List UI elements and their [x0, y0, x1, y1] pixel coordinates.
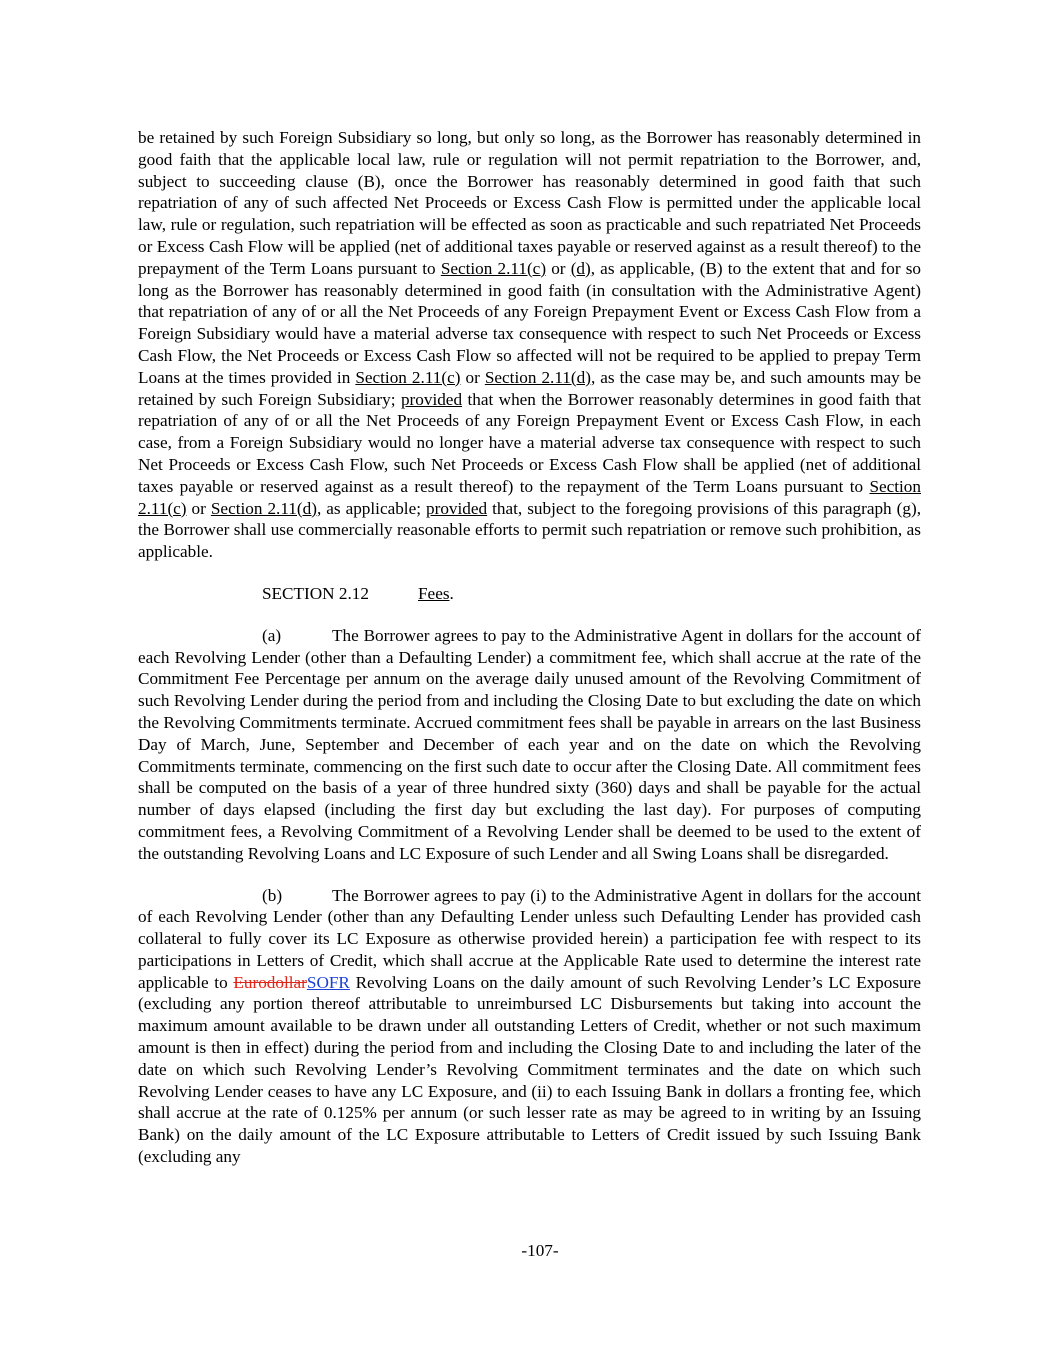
paragraph-text: or [186, 498, 211, 518]
defined-term-provided: provided [400, 389, 463, 409]
cross-reference: Section 2.11(d) [210, 498, 317, 518]
paragraph-text: Revolving Loans on the daily amount of such Revolving Lender’s LC Exposure (excluding any portion thereof attributable to unreimbursed LC Disbursements but taking into account the maximum amount available to be drawn under all outstanding Letters of Credit, whether or not such maximum amount is then in effect) during the period from and including the Closing Date to and including the later of the date on which such Revolving Lender’s Revolving Commitment terminates and the date on which such Revolving Lender ceases to have any LC Exposure, and (ii) to each Issuing Bank in dollars a fronting fee, which shall accrue at the rate of 0.125% per annum (or such lesser rate as may be agreed to in writing by an Issuing Bank) on the daily amount of the LC Exposure attributable to Letters of Credit issued by such Issuing Bank (excluding any [138, 972, 921, 1167]
inserted-text-redline: SOFR [306, 972, 350, 992]
section-title: Fees [418, 583, 450, 603]
paragraph-text: The Borrower agrees to pay to the Administrative Agent in dollars for the account of each Revolving Lender (other than a Defaulting Lender) a commitment fee, which shall accrue at the rate of the Commitment Fee Percentage per annum on the average daily unused amount of the Revolving Commitment of such Revolving Lender during the period from and including the Closing Date to but excluding the date on which the Revolving Commitments terminate. Accrued commitment fees shall be payable in arrears on the last Business Day of March, June, September and December of each year and on the date on which the Revolving Commitments terminate, commencing on the first such date to occur after the Closing Date. All commitment fees shall be computed on the basis of a year of three hundred sixty (360) days and shall be payable for the actual number of days elapsed (including the first day but excluding the last day). For purposes of computing commitment fees, a Revolving Commitment of a Revolving Lender shall be deemed to be used to the extent of the outstanding Revolving Loans and LC Exposure of such Lender and all Swing Loans shall be disregarded. [138, 625, 921, 863]
cross-reference: Section 2.11(c) [138, 476, 921, 518]
page-number: -107- [521, 1241, 559, 1260]
cross-reference: Section 2.11(c) [440, 258, 547, 278]
paragraph-label: (a) [262, 625, 282, 645]
cross-reference: Section 2.11(c) [355, 367, 461, 387]
deleted-text-redline: Eurodollar [233, 972, 307, 992]
paragraph-text: or [460, 367, 485, 387]
paragraph-text: , as applicable; [316, 498, 426, 518]
paragraph-label: (b) [262, 885, 283, 905]
section-number: SECTION 2.12 [262, 583, 369, 603]
paragraph-continuation-g [138, 127, 921, 563]
paragraph-text: or [546, 258, 571, 278]
paragraph-b [138, 885, 921, 1168]
document-page [138, 127, 921, 1168]
paragraph-text: that, subject to the foregoing provisions of this paragraph (g), the Borrower shall use commercially reasonable efforts to permit such repatriation or remove such prohibition, as applicable. [138, 498, 922, 562]
paragraph-text: , as the case may be, and such amounts may be retained by such Foreign Subsidiary; [138, 367, 921, 409]
section-title-period: . [449, 583, 454, 603]
paragraph-a [138, 625, 921, 865]
cross-reference: Section 2.11(d) [484, 367, 591, 387]
paragraph-text: The Borrower agrees to pay (i) to the Administrative Agent in dollars for the account of each Revolving Lender (other than any Defaulting Lender unless such Defaulting Lender has provided cash collateral to fully cover its LC Exposure as otherwise provided herein) a participation fee with respect to its participations in Letters of Credit, which shall accrue at the Applicable Rate used to determine the interest rate applicable to [138, 885, 921, 992]
defined-term-provided: provided [426, 498, 488, 518]
paragraph-text: be retained by such Foreign Subsidiary so long, but only so long, as the Borrower has reasonably determined in good faith that the applicable local law, rule or regulation will not permit repatriation to the Borrower, and, subject to succeeding clause (B), once the Borrower has reasonably determined in good faith that such repatriation of any of such affected Net Proceeds or Excess Cash Flow is permitted under the applicable local law, rule or regulation, such repatriation will be effected as soon as practicable and such repatriated Net Proceeds or Excess Cash Flow will be applied (net of additional taxes payable or reserved against as a result thereof) to the prepayment of the Term Loans pursuant to [138, 128, 921, 278]
section-heading [138, 583, 921, 605]
paragraph-text: , as applicable, (B) to the extent that and for so long as the Borrower has reasonably determined in good faith (in consultation with the Administrative Agent) that repatriation of any of or all the Net Proceeds of any Foreign Prepayment Event or Excess Cash Flow from a Foreign Subsidiary would have a material adverse tax consequence with respect to such Net Proceeds or Excess Cash Flow, the Net Proceeds or Excess Cash Flow so affected will not be required to be applied to prepay Term Loans at the times provided in [138, 258, 922, 387]
cross-reference: (d) [570, 258, 591, 278]
paragraph-text: that when the Borrower reasonably determines in good faith that repatriation of any of or all the Net Proceeds of any Foreign Prepayment Event or Excess Cash Flow, in each case, from a Foreign Subsidiary would no longer have a material adverse tax consequence with respect to such Net Proceeds or Excess Cash Flow, such Net Proceeds or Excess Cash Flow shall be applied (net of additional taxes payable or reserved against as a result thereof) to the repayment of the Term Loans pursuant to [138, 389, 922, 496]
